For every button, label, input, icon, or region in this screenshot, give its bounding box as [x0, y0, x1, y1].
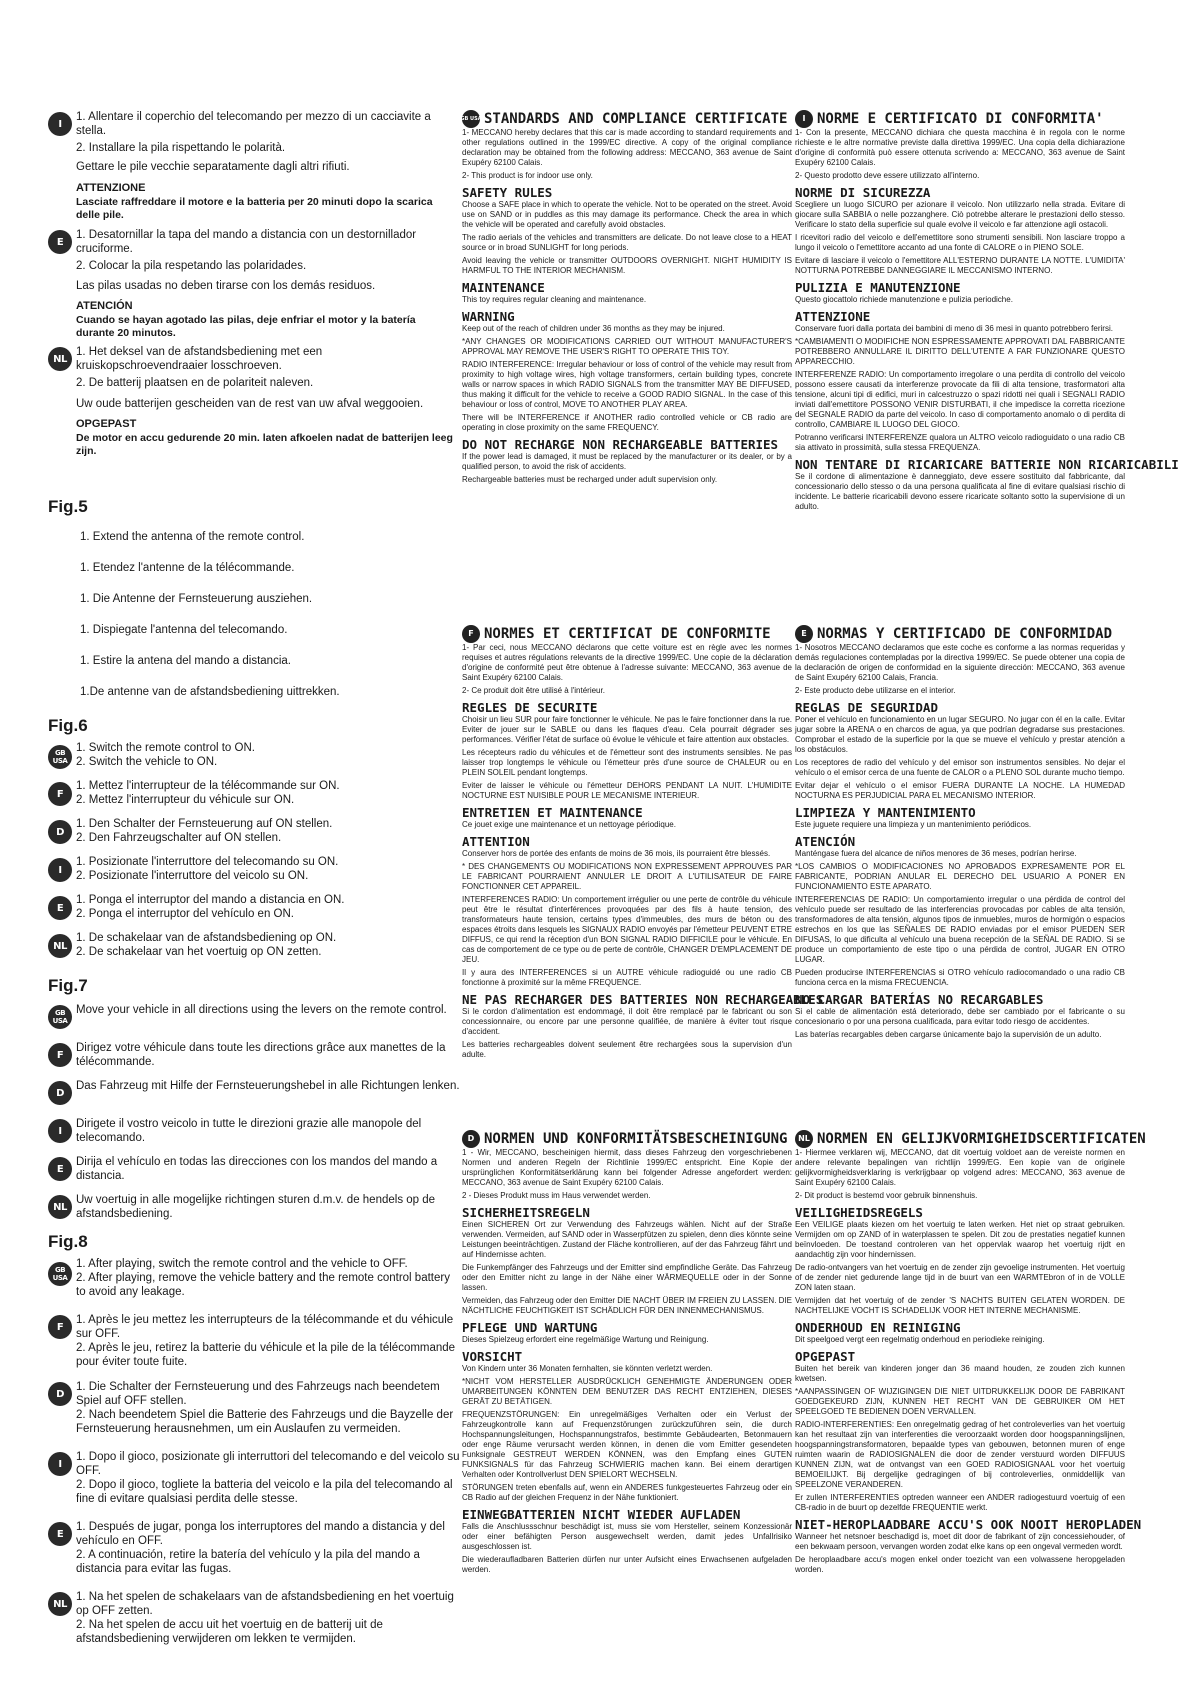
section-heading: NIET-HEROPLAADBARE ACCU'S OOK NOOIT HEROPLADEN — [795, 1517, 1142, 1532]
germany-flag-icon: D — [48, 1081, 72, 1105]
section-heading: OPGEPAST — [795, 1349, 856, 1364]
section-paragraph: INTERFERENCES RADIO: Un comportement irrégulier ou une perte de contrôle du véhicule peut être le résultat d'interférences provoquées par des fils à haute tension, des transformateurs haute tension, certains types d'immeubles, des murs de béton ou des espaces étroits dans lesquels les SIGNAUX RADIO envoyés par l'émetteur PEUVENT ETRE DIFFUS, ce qui rend la réception d'un BON SIGNAL RADIO DIFFICILE pour le véhicule. En cas de comportement de ce type ou de perte de contrôle, CHANGER D'EMPLACEMENT DE JEU. — [462, 895, 792, 964]
step-line: Move your vehicle in all directions using the levers on the remote control. — [76, 1004, 447, 1016]
section-heading: NON TENTARE DI RICARICARE BATTERIE NON RICARICABILI — [795, 457, 1179, 472]
certificate-block — [795, 625, 1125, 1043]
certificate-title — [795, 1130, 1146, 1148]
germany-flag-icon: D — [48, 1382, 72, 1406]
section-heading: NE PAS RECHARGER DES BATTERIES NON RECHARGEABLES — [462, 992, 824, 1007]
antenna-step: 1. Extend the antenna of the remote control. — [80, 531, 305, 543]
step-line: 1. Den Schalter der Fernsteuerung auf ON stellen. — [76, 818, 333, 830]
section-paragraph: Von Kindern unter 36 Monaten fernhalten, sie könnten verletzt werden. — [462, 1364, 713, 1373]
section-paragraph: Si el cable de alimentación está deteriorado, debe ser cambiado por el fabricante o su concesionario o por una persona cualificada, para evitar todo riesgo de accidentes. — [795, 1007, 1125, 1026]
section-heading: MAINTENANCE — [462, 280, 545, 295]
italy-flag-icon: I — [48, 858, 72, 882]
step-line: 2. Nach beendetem Spiel die Batterie des Fahrzeugs und die Bayzelle der Fernsteuerung herausnehmen, um ein Auslaufen zu vermeiden. — [76, 1409, 454, 1435]
section-heading: REGLES DE SECURITE — [462, 700, 598, 715]
compliance-statement: 1- Con la presente, MECCANO dichiara che questa macchina è in regola con le norme richieste e le altre normative previste dalla direttiva 1999/EC. Una copia della dichiarazione d'origine di conformità può essere ottenuta scrivendo a: MECCANO, 363 avenue de Saint Exupéry 62100 Calais. — [795, 128, 1125, 167]
section-paragraph: If the power lead is damaged, it must be replaced by the manufacturer or its dealer, or by a qualified person, to avoid the risk of accidents. — [462, 452, 792, 471]
france-flag-icon: F — [48, 782, 72, 806]
section-paragraph: Avoid leaving the vehicle or transmitter OUTDOORS OVERNIGHT. NIGHT HUMIDITY IS HARMFUL TO THE INTERIOR MECHANISM. — [462, 256, 792, 275]
warning-body: Cuando se hayan agotado las pilas, deje enfriar el motor y la batería durante 20 minutos. — [76, 314, 416, 339]
indoor-use-note: 2- Questo prodotto deve essere utilizzato all'interno. — [795, 171, 980, 180]
section-paragraph: INTERFERENZE RADIO: Un comportamento irregolare o una perdita di controllo del veicolo possono essere causati da interferenze provocate da fili di alta tensione, trasformatori alta tensione, alcuni tipi di edifici, muri in calcestruzzo o spazi ridotti nei quali i SEGNALI RADIO inviati dall'emettitore POSSONO VENIR DISTURBATI, il che impedisce la corretta ricezione del SEGNALE RADIO da parte del veicolo. In caso di comportamento anomalo o di perdita di controllo, CAMBIARE IL LUOGO DEL GIOCO. — [795, 370, 1125, 429]
section-paragraph: I ricevitori radio del veicolo e dell'emettitore sono strumenti sensibili. Non lasciare troppo a lungo il veicolo o l'emettitore accanto ad una fonte di CALORE o in PIENO SOLE. — [795, 233, 1125, 252]
certificate-title — [462, 1130, 792, 1148]
antenna-step: 1. Estire la antena del mando a distancia. — [80, 655, 291, 667]
section-paragraph: *AANPASSINGEN OF WIJZIGINGEN DIE NIET UITDRUKKELIJK DOOR DE FABRIKANT GOEDGEKEURD ZIJN, KUNNEN HET RECHT VAN DE GEBRUIKER OM HET SPEELGOED TE BEDIENEN DOEN VERVALLEN. — [795, 1387, 1125, 1416]
antenna-step: 1. Die Antenne der Fernsteuerung ausziehen. — [80, 593, 313, 605]
step-line: Uw voertuig in alle mogelijke richtingen sturen d.m.v. de hendels op de afstandsbediening. — [76, 1194, 436, 1220]
section-paragraph: There will be INTERFERENCE if ANOTHER radio controlled vehicle or CB radio are operating in close proximity on the same FREQUENCY. — [462, 413, 792, 432]
section-paragraph: Questo giocattolo richiede manutenzione e pulizia periodiche. — [795, 295, 1013, 304]
certificate-title — [462, 110, 792, 128]
section-heading: LIMPIEZA Y MANTENIMIENTO — [795, 805, 976, 820]
indoor-use-note: 2- Dit product is bestemd voor gebruik binnenshuis. — [795, 1191, 978, 1200]
certificate-block — [795, 1130, 1146, 1578]
section-heading: ATENCIÓN — [795, 834, 856, 849]
section-paragraph: RADIO INTERFERENCE: Irregular behaviour or loss of control of the vehicle may result from proximity to high voltage wires, high voltage transformers, certain building types, concrete walls or narrow spaces in which RADIO SIGNALS from the transmitter MAY BE DIFFUSED, thus making it difficult for the vehicle to receive a GOOD RADIO SIGNAL. In the case of this behaviour or loss of control, MOVE TO ANOTHER PLAY AREA. — [462, 360, 792, 409]
section-paragraph: The radio aerials of the vehicles and transmitters are delicate. Do not leave close to a HEAT source or in broad SUNLIGHT for long periods. — [462, 233, 792, 252]
section-heading: SAFETY RULES — [462, 185, 553, 200]
compliance-statement: 1- Hiermee verklaren wij, MECCANO, dat dit voertuig voldoet aan de vereiste normen en andere relevante bepalingen van richtlijn 1999/EG. Een kopie van de originele gelijkvormigheidsverklaring is verkrijgbaar op volgend adres: MECCANO, 363 avenue de Saint Exupéry 62100 Calais. — [795, 1148, 1125, 1187]
warning-body: Lasciate raffreddare il motore e la batteria per 20 minuti dopo la scarica delle pile. — [76, 196, 433, 221]
certificate-title-text: NORMAS Y CERTIFICADO DE CONFORMIDAD — [817, 626, 1113, 642]
section-paragraph: Dieses Spielzeug erfordert eine regelmäßige Wartung und Reinigung. — [462, 1335, 709, 1344]
antenna-step: 1.De antenne van de afstandsbediening uittrekken. — [80, 686, 340, 698]
certificate-title — [795, 625, 1125, 643]
step-line: 1. Después de jugar, ponga los interruptores del mando a distancia y del vehículo en OFF. — [76, 1521, 445, 1547]
step-line: 2. Ponga el interruptor del vehículo en ON. — [76, 908, 294, 920]
section-paragraph: Choose a SAFE place in which to operate the vehicle. Not to be operated on the street. Avoid use on SAND or in puddles as this may damage its performance. Check the area in which the vehicle will be operated and carefully avoid obstacles. — [462, 200, 792, 229]
indoor-use-note: 2 - Dieses Produkt muss im Haus verwendet werden. — [462, 1191, 651, 1200]
section-paragraph: This toy requires regular cleaning and maintenance. — [462, 295, 647, 304]
section-paragraph: Se il cordone di alimentazione è danneggiato, deve essere sostituito dal fabbricante, dal concessionario dello stesso o da una persona qualificata al fine di evitare qualsiasi rischio di incidente. Le batterie ricaricabili devono essere ricaricate soltanto sotto la supervisione di un adulto. — [795, 472, 1125, 511]
certificate-block — [795, 110, 1179, 515]
section-paragraph: Las baterías recargables deben cargarse únicamente bajo la supervisión de un adulto. — [795, 1030, 1102, 1039]
step-line: 2. Na het spelen de accu uit het voertuig en de batterij uit de afstandsbediening verwijderen om lekken te vermijden. — [76, 1619, 383, 1645]
step-line: 2. Après le jeu, retirez la batterie du véhicule et la pile de la télécommande pour éviter toute fuite. — [76, 1342, 456, 1368]
step-line: 1. Ponga el interruptor del mando a distancia en ON. — [76, 894, 345, 906]
step-line: 2. Mettez l'interrupteur du véhicule sur ON. — [76, 794, 295, 806]
section-paragraph: Een VEILIGE plaats kiezen om het voertuig te laten werken. Het niet op straat gebruiken. Vermijden om op ZAND of in waterplassen te spelen. Dit zou de prestaties negatief kunnen beïnvloeden. De toestand controleren van het oppervlak waarop het voertuig rijdt en aandachtig zijn voor hindernissen. — [795, 1220, 1125, 1259]
netherlands-flag-icon: NL — [795, 1130, 813, 1148]
section-paragraph: Potranno verificarsi INTERFERENZE qualora un ALTRO veicolo radioguidato o una radio CB sia attivato in prossimità, sulla stessa FREQUENZA. — [795, 433, 1125, 452]
step-line: 2. Switch the vehicle to ON. — [76, 756, 218, 768]
section-paragraph: RADIO-INTERFERENTIES: Een onregelmatig gedrag of het controleverlies van het voertuig kan het resultaat zijn van interferenties die veroorzaakt worden door hoogspanningslijnen, hoogspanningstransformatoren, bepaalde types van gebouwen, betonnen muren of enge ruimten waarin de RADIOSIGNALEN die door de zender verstuurd worden DIFFUUS KUNNEN ZIJN, wat de ontvangst van een GOED RADIOSIGNAAL voor het voertuig BEMOEILIJKT. Bij dergelijke gedragingen of bij controleverlies, onmiddellijk van SPEELZONE VERANDEREN. — [795, 1420, 1125, 1489]
step-line: 2. Posizionate l'interruttore del veicolo su ON. — [76, 870, 309, 882]
section-heading: ONDERHOUD EN REINIGING — [795, 1320, 961, 1335]
section-paragraph: Los receptores de radio del vehículo y del emisor son instrumentos sensibles. No dejar el vehículo o el emisor cerca de una fuente de CALOR o a PLENO SOL durante mucho tiempo. — [795, 758, 1125, 777]
section-paragraph: Rechargeable batteries must be recharged under adult supervision only. — [462, 475, 718, 484]
section-paragraph: Scegliere un luogo SICURO per azionare il veicolo. Non utilizzarlo nella strada. Evitare di giocare sulla SABBIA o nelle pozzanghere. Ciò potrebbe alterare le prestazioni dello stesso. Verificare lo stato della superficie sul quale evolve il veicolo e far attenzione agli ostacoli. — [795, 200, 1125, 229]
section-heading: VORSICHT — [462, 1349, 523, 1364]
certificate-title-text: NORMES ET CERTIFICAT DE CONFORMITE — [484, 626, 771, 642]
section-heading: ATTENTION — [462, 834, 530, 849]
italy-flag-icon: I — [48, 1452, 72, 1476]
section-heading: PFLEGE UND WARTUNG — [462, 1320, 598, 1335]
section-paragraph: Manténgase fuera del alcance de niños menores de 36 meses, podrían herirse. — [795, 849, 1077, 858]
step-line: 2. Dopo il gioco, togliete la batteria del veicolo e la pila del telecomando al fine di evitare qualsiasi perdita delle stesse. — [76, 1479, 453, 1505]
germany-flag-icon: D — [462, 1130, 480, 1148]
step-line: 2. Colocar la pila respetando las polaridades. — [76, 260, 307, 272]
section-paragraph: *CAMBIAMENTI O MODIFICHE NON ESPRESSAMENTE APPROVATI DAL FABBRICANTE POTREBBERO ANNULLARE IL DIRITTO DELL'UTENTE A FAR FUNZIONARE QUESTO APPARECCHIO. — [795, 337, 1125, 366]
step-line: 1. Na het spelen de schakelaars van de afstandsbediening en het voertuig op OFF zetten. — [76, 1591, 454, 1617]
section-heading: ATTENZIONE — [795, 309, 871, 324]
compliance-statement: 1 - Wir, MECCANO, bescheinigen hiermit, dass dieses Fahrzeug den vorgeschriebenen Normen und anderen Regeln der Richtlinie 1999/EC entspricht. Eine Kopie der ursprünglichen Konformitätserklärung kann bei folgender Adresse angefordert werden: MECCANO, 363 avenue de Saint Exupéry 62100 Calais. — [462, 1148, 792, 1187]
step-line: 1. Posizionate l'interruttore del telecomando su ON. — [76, 856, 339, 868]
section-heading: EINWEGBATTERIEN NICHT WIEDER AUFLADEN — [462, 1507, 741, 1522]
section-paragraph: Einen SICHEREN Ort zur Verwendung des Fahrzeugs wählen. Nicht auf der Straße verwenden. Vermeiden, auf SAND oder in Wasserpfützen zu spielen, denn dies könnte seine Leistungen beeinträchtigen. Zustand der Fläche kontrollieren, auf der das Fahrzeug fährt und auf Hindernisse achten. — [462, 1220, 792, 1259]
section-paragraph: Este juguete requiere una limpieza y un mantenimiento periódicos. — [795, 820, 1032, 829]
compliance-statement: 1- Par ceci, nous MECCANO déclarons que cette voiture est en règle avec les normes requises et autres régulations relevants de la directive 1999/EC. Une copie de la déclaration d'origine de conformité peut être obtenue à l'adresse suivante: MECCANO, 363 avenue de Saint Exupéry 62100 Calais. — [462, 643, 792, 682]
indoor-use-note: 2- This product is for indoor use only. — [462, 171, 593, 180]
step-line: 1. Switch the remote control to ON. — [76, 742, 255, 754]
certificate-block — [462, 625, 824, 1063]
step-line: Dirigete il vostro veicolo in tutte le direzioni grazie alle manopole del telecomando. — [76, 1118, 422, 1144]
spain-flag-icon: E — [48, 1157, 72, 1181]
netherlands-flag-icon: NL — [48, 1592, 72, 1616]
section-paragraph: *LOS CAMBIOS O MODIFICACIONES NO APROBADOS EXPRESAMENTE POR EL FABRICANTE, PODRIAN ANULAR EL DERECHO DEL USUARIO A PONER EN FUNCIONAMIENTO ESTE APARATO. — [795, 862, 1125, 891]
step-line: 1. Après le jeu mettez les interrupteurs de la télécommande et du véhicule sur OFF. — [76, 1314, 454, 1340]
certificate-title-text: NORME E CERTIFICATO DI CONFORMITA' — [817, 111, 1104, 127]
figure-label: Fig.6 — [48, 716, 88, 735]
step-line: 1. Allentare il coperchio del telecomando per mezzo di un cacciavite a stella. — [76, 111, 431, 137]
section-heading: PULIZIA E MANUTENZIONE — [795, 280, 961, 295]
section-paragraph: Si le cordon d'alimentation est endommagé, il doit être remplacé par le fabricant ou son concessionnaire, ou encore par une personne qualifiée, de manière à éviter tout risque d'accident. — [462, 1007, 792, 1036]
section-paragraph: Buiten het bereik van kinderen jonger dan 36 maand houden, ze zouden zich kunnen kwetsen. — [795, 1364, 1125, 1383]
step-line: 1. Het deksel van de afstandsbediening met een kruiskopschroevendraaier losschroeven. — [76, 346, 323, 372]
certificate-block — [462, 1130, 792, 1578]
compliance-statement: 1- MECCANO hereby declares that this car is made according to standard requirements and other regulations outlined in the 1999/EC directive. A copy of the original compliance declaration may be obtained from the following address: MECCANO, 363 avenue de Saint Exupéry 62100 Calais. — [462, 128, 792, 167]
warning-title: OPGEPAST — [76, 418, 137, 430]
certificate-title — [462, 625, 792, 643]
section-paragraph: Evitar dejar el vehículo o el emisor FUERA DURANTE LA NOCHE. LA HUMEDAD NOCTURNA ES PERJUDICIAL PARA EL MECANISMO INTERIOR. — [795, 781, 1125, 800]
section-paragraph: Vermijden dat het voertuig of de zender 'S NACHTS BUITEN GELATEN WORDEN. DE NACHTELIJKE VOCHT IS SCHADELIJK VOOR HET INTERNE MECHANISME. — [795, 1296, 1125, 1315]
italy-flag-icon: I — [48, 1119, 72, 1143]
warning-title: ATENCIÓN — [76, 300, 133, 312]
germany-flag-icon: D — [48, 820, 72, 844]
step-line: 1. De schakelaar van de afstandsbediening op ON. — [76, 932, 337, 944]
section-paragraph: *NICHT VOM HERSTELLER AUSDRÜCKLICH GENEHMIGTE ÄNDERUNGEN ODER UMARBEITUNGEN KÖNNTEN DEM BENUTZER DAS RECHT ENTZIEHEN, DIESES GERÄT ZU BETÄTIGEN. — [462, 1377, 792, 1406]
section-paragraph: Eviter de laisser le véhicule ou l'émetteur DEHORS PENDANT LA NUIT. L'HUMIDITE NOCTURNE EST NUISIBLE POUR LE MECANISME INTERIEUR. — [462, 781, 792, 800]
section-paragraph: FREQUENZSTÖRUNGEN: Ein unregelmäßiges Verhalten oder ein Verlust der Fahrzeugkontrolle kann auf Frequenzstörungen zurückzuführen sein, die durch Hochspannungsleitungen, Hochspannungstrafos, bestimmte Gebäudearten, Betonmauern oder enge Räume verursacht werden können, in denen die vom Emitter gesendeten Funksignale GESTREUT WERDEN KÖNNEN, was den Empfang eines GUTEN FUNKSIGNALS für das Fahrzeug SCHWIERIG machen kann. Bei einem derartigen Verhalten oder Kontrollverlust DEN SPIELORT WECHSELN. — [462, 1410, 792, 1479]
section-paragraph: Les récepteurs radio du véhicules et de l'émetteur sont des instruments sensibles. Ne pas laisser trop longtemps le véhicule ou l'émetteur près d'une source de CHALEUR ou en PLEIN SOLEIL pendant longtemps. — [462, 748, 792, 777]
figure-label: Fig.8 — [48, 1232, 88, 1251]
step-line: 1. Dopo il gioco, posizionate gli interruttori del telecomando e del veicolo su OFF. — [76, 1451, 460, 1477]
battery-disposal-note: Uw oude batterijen gescheiden van de rest van uw afval weggooien. — [76, 398, 424, 410]
section-heading: REGLAS DE SEGURIDAD — [795, 700, 938, 715]
section-paragraph: * DES CHANGEMENTS OU MODIFICATIONS NON EXPRESSEMENT APPROUVES PAR LE FABRICANT POURRAIENT ANNULER LE DROIT A L'UTILISATEUR DE FAIRE FONCTIONNER CET APPAREIL. — [462, 862, 792, 891]
netherlands-flag-icon: NL — [48, 1195, 72, 1219]
spain-flag-icon: E — [48, 230, 72, 254]
section-paragraph: Die wiederaufladbaren Batterien dürfen nur unter Aufsicht eines Erwachsenen aufgeladen werden. — [462, 1555, 792, 1574]
uk-usa-flag-icon: GB USA — [48, 745, 72, 769]
antenna-step: 1. Etendez l'antenne de la télécommande. — [80, 562, 295, 574]
france-flag-icon: F — [48, 1043, 72, 1067]
section-paragraph: Er zullen INTERFERENTIES optreden wanneer een ANDER radiogestuurd voertuig of een CB-radio in de buurt op dezelfde FREQUENTIE werkt. — [795, 1493, 1125, 1512]
section-paragraph: Falls die Anschlussschnur beschädigt ist, muss sie vom Hersteller, seinem Konzessionär oder einer befähigten Person ausgewechselt werden, damit jedes Unfallrisiko ausgeschlossen ist. — [462, 1522, 792, 1551]
step-line: Dirigez votre véhicule dans toute les directions grâce aux manettes de la télécommande. — [76, 1042, 446, 1068]
section-paragraph: Conserver hors de portée des enfants de moins de 36 mois, ils pourraient être blessés. — [462, 849, 771, 858]
spain-flag-icon: E — [795, 625, 813, 643]
step-line: 2. After playing, remove the vehicle battery and the remote control battery to avoid any leakage. — [76, 1272, 450, 1298]
italy-flag-icon: I — [795, 110, 813, 128]
section-heading: SICHERHEITSREGELN — [462, 1205, 590, 1220]
netherlands-flag-icon: NL — [48, 347, 72, 371]
section-heading: DO NOT RECHARGE NON RECHARGEABLE BATTERIES — [462, 437, 779, 452]
section-heading: ENTRETIEN ET MAINTENANCE — [462, 805, 643, 820]
uk-usa-flag-icon: GB USA — [462, 110, 480, 128]
section-paragraph: *ANY CHANGES OR MODIFICATIONS CARRIED OUT WITHOUT MANUFACTURER'S APPROVAL MAY REMOVE THE USER'S RIGHT TO OPERATE THIS TOY. — [462, 337, 792, 356]
certificate-title-text: NORMEN EN GELIJKVORMIGHEIDSCERTIFICATEN — [817, 1131, 1146, 1147]
section-paragraph: Les batteries rechargeables doivent seulement être rechargées sous la supervision d'un adulte. — [462, 1040, 792, 1059]
section-paragraph: Die Funkempfänger des Fahrzeugs und der Emitter sind empfindliche Geräte. Das Fahrzeug oder den Emitter nicht zu lange in der Nähe einer WÄRMEQUELLE oder in der Sonne lassen. — [462, 1263, 792, 1292]
section-paragraph: Ce jouet exige une maintenance et un nettoyage périodique. — [462, 820, 676, 829]
section-paragraph: Conservare fuori dalla portata dei bambini di meno di 36 mesi in quanto potrebbero ferirsi. — [795, 324, 1113, 333]
section-paragraph: Dit speelgoed vergt een regelmatig onderhoud en periodieke reiniging. — [795, 1335, 1045, 1344]
compliance-statement: 1- Nosotros MECCANO declaramos que este coche es conforme a las normas requeridas y demás regulaciones contempladas por la directiva 1999/EC. Se puede obtener una copia de la declaración de origen de conformidad en la siguiente dirección: MECCANO, 363 avenue de Saint Exupéry 62100 Calais, Francia. — [795, 643, 1125, 682]
section-paragraph: De radio-ontvangers van het voertuig en de zender zijn gevoelige instrumenten. Het voertuig of de zender niet gedurende lange tijd in de buurt van een WARMTEbron of in de VOLLE ZON laten staan. — [795, 1263, 1125, 1292]
section-paragraph: Pueden producirse INTERFERENCIAS si OTRO vehículo radiocomandado o una radio CB funciona cerca en la misma FRECUENCIA. — [795, 968, 1125, 987]
warning-body: De motor en accu gedurende 20 min. laten afkoelen nadat de batterijen leeg zijn. — [76, 432, 453, 457]
section-paragraph: Keep out of the reach of children under 36 months as they may be injured. — [462, 324, 725, 333]
indoor-use-note: 2- Ce produit doit être utilisé à l'intérieur. — [462, 686, 605, 695]
antenna-step: 1. Dispiegate l'antenna del telecomando. — [80, 624, 288, 636]
certificate-title — [795, 110, 1125, 128]
step-line: 2. De schakelaar van het voertuig op ON zetten. — [76, 946, 322, 958]
italy-flag-icon: I — [48, 112, 72, 136]
step-line: 2. De batterij plaatsen en de polariteit naleven. — [76, 377, 314, 389]
netherlands-flag-icon: NL — [48, 934, 72, 958]
section-paragraph: Evitare di lasciare il veicolo o l'emettitore ALL'ESTERNO DURANTE LA NOTTE. L'UMIDITA' NOTTURNA POTREBBE DANNEGGIARE IL MECCANISMO INTERNO. — [795, 256, 1125, 275]
step-line: 1. Mettez l'interrupteur de la télécommande sur ON. — [76, 780, 340, 792]
section-paragraph: STÖRUNGEN treten ebenfalls auf, wenn ein ANDERES funkgesteuertes Fahrzeug oder ein CB Radio auf der gleichen Frequenz in der Nähe funktioniert. — [462, 1483, 792, 1502]
indoor-use-note: 2- Este producto debe utilizarse en el interior. — [795, 686, 956, 695]
step-line: 1. Die Schalter der Fernsteuerung und des Fahrzeugs nach beendetem Spiel auf OFF stellen. — [76, 1381, 440, 1407]
step-line: 1. Desatornillar la tapa del mando a distancia con un destornillador cruciforme. — [76, 229, 417, 255]
figure-label: Fig.7 — [48, 976, 88, 995]
section-heading: NO CARGAR BATERÍAS NO RECARGABLES — [795, 992, 1044, 1007]
figure-label: Fig.5 — [48, 497, 88, 516]
section-paragraph: Wanneer het netsnoer beschadigd is, moet dit door de fabrikant of zijn concessiehouder, of een bekwaam persoon, vervangen worden zodat elke kans op een ongeval vermeden wordt. — [795, 1532, 1125, 1551]
france-flag-icon: F — [48, 1315, 72, 1339]
step-line: 1. After playing, switch the remote control and the vehicle to OFF. — [76, 1258, 408, 1270]
section-paragraph: De heroplaadbare accu's mogen enkel onder toezicht van een volwassene heropgeladen worden. — [795, 1555, 1125, 1574]
france-flag-icon: F — [462, 625, 480, 643]
section-heading: VEILIGHEIDSREGELS — [795, 1205, 923, 1220]
section-paragraph: Vermeiden, das Fahrzeug oder den Emitter DIE NACHT ÜBER IM FREIEN ZU LASSEN. DIE NÄCHTLICHE FEUCHTIGKEIT IST SCHÄDLICH FÜR DEN INNENMECHANISMUS. — [462, 1296, 792, 1315]
step-line: Dirija el vehículo en todas las direcciones con los mandos del mando a distancia. — [76, 1156, 438, 1182]
spain-flag-icon: E — [48, 896, 72, 920]
uk-usa-flag-icon: GB USA — [48, 1005, 72, 1029]
warning-title: ATTENZIONE — [76, 182, 146, 194]
step-line: 2. Den Fahrzeugschalter auf ON stellen. — [76, 832, 282, 844]
uk-usa-flag-icon: GB USA — [48, 1262, 72, 1286]
spain-flag-icon: E — [48, 1522, 72, 1546]
certificate-block — [462, 110, 792, 488]
step-line: Das Fahrzeug mit Hilfe der Fernsteuerungshebel in alle Richtungen lenken. — [76, 1080, 460, 1092]
section-heading: WARNING — [462, 309, 515, 324]
battery-disposal-note: Las pilas usadas no deben tirarse con los demás residuos. — [76, 280, 376, 292]
section-paragraph: Il y aura des INTERFERENCES si un AUTRE véhicule radioguidé ou une radio CB fonctionne à proximité sur la même FREQUENCE. — [462, 968, 792, 987]
section-paragraph: Poner el vehículo en funcionamiento en un lugar SEGURO. No jugar con él en la calle. Evitar jugar sobre la ARENA o en charcos de agua, ya que podrían degradarse sus prestaciones. Comprobar el estado de la superficie por la que se mueve el vehículo y prestar atención a los obstáculos. — [795, 715, 1125, 754]
certificate-title-text: NORMEN UND KONFORMITÄTSBESCHEINIGUNG — [484, 1131, 788, 1147]
section-paragraph: Choisir un lieu SUR pour faire fonctionner le véhicule. Ne pas le faire fonctionner dans la rue. Eviter de jouer sur le SABLE ou dans les flaques d'eau. Cela pourrait dégrader ses performances. Vérifier l'état de surface où évolue le véhicule et faire attention aux obstacles. — [462, 715, 792, 744]
section-paragraph: INTERFERENCIAS DE RADIO: Un comportamiento irregular o una pérdida de control del vehículo puede ser resultado de las interferencias provocadas por cables de alta tensión, transformadores de alta tensión, algunos tipos de inmuebles, muros de hormigón o espacios estrechos en los que las SEÑALES DE RADIO enviadas por el emisor PUEDEN SER DIFUSAS, lo que dificulta al vehículo una buena recepción de la SEÑAL DE RADIO. Si se produce un comportamiento de este tipo o una pérdida de control, JUGAR EN OTRO LUGAR. — [795, 895, 1125, 964]
section-heading: NORME DI SICUREZZA — [795, 185, 931, 200]
step-line: 2. Installare la pila rispettando le polarità. — [76, 142, 286, 154]
step-line: 2. A continuación, retire la batería del vehículo y la pila del mando a distancia para evitar las fugas. — [76, 1549, 420, 1575]
battery-disposal-note: Gettare le pile vecchie separatamente dagli altri rifiuti. — [76, 161, 350, 173]
certificate-title-text: STANDARDS AND COMPLIANCE CERTIFICATE — [484, 111, 788, 127]
